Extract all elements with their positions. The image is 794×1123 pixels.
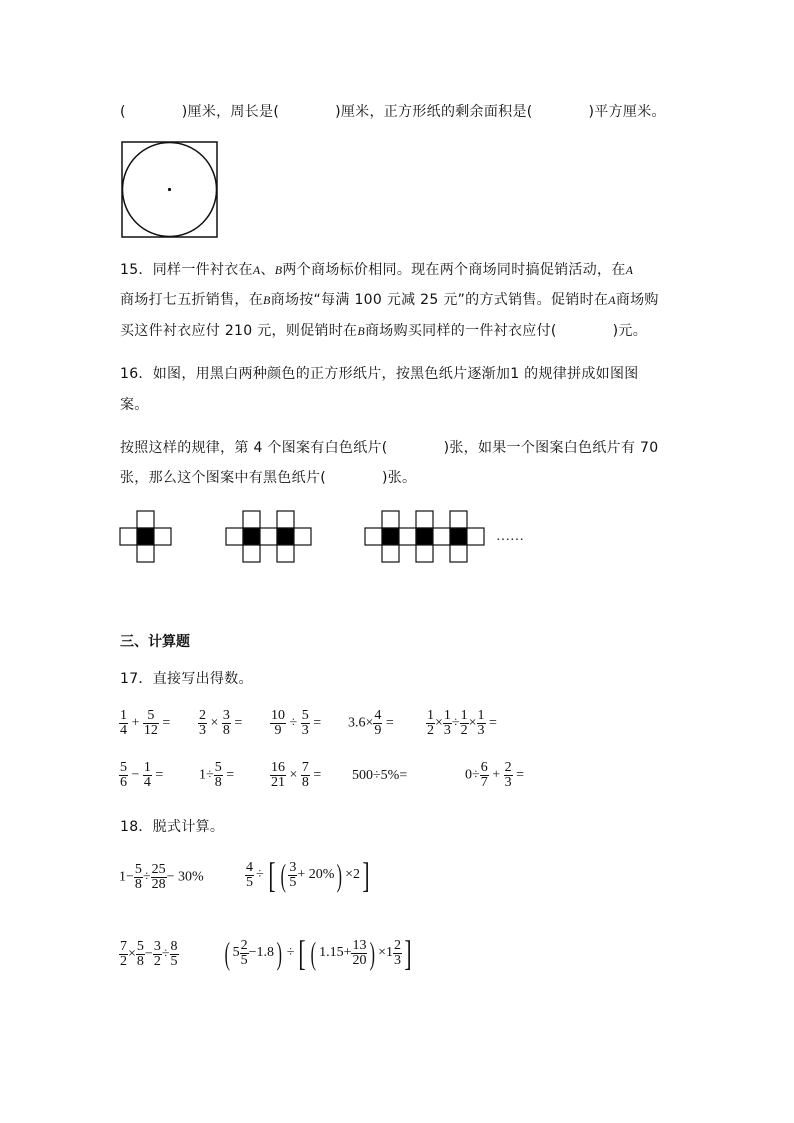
q17-title: 17．直接写出得数。 (120, 671, 253, 687)
white-tile (416, 545, 433, 562)
white-tile (154, 528, 171, 545)
text: 、 (260, 262, 275, 278)
q15-line-1 (120, 259, 633, 279)
white-tile (277, 545, 294, 562)
white-tile (226, 528, 243, 545)
q17-r1-e1: $\frac{1}{4}$ + $\frac{5}{12}$ = (120, 708, 171, 738)
black-tile (277, 528, 294, 545)
q16-line-2: 案。 (120, 397, 149, 413)
q16-line-3 (120, 437, 658, 457)
q14-answer-line (120, 101, 666, 121)
center-dot (168, 188, 171, 191)
label-b: B (357, 324, 365, 338)
pattern-1 (120, 511, 171, 562)
label-b: B (263, 293, 271, 307)
text: ( (120, 104, 126, 120)
q16-line-4 (120, 467, 416, 487)
q17-r2-e1: $\frac{5}{6}$ − $\frac{1}{4}$ = (120, 760, 164, 790)
q18-e2: $\frac{4}{5}$ ÷ [ ( $\frac{3}{5}$ + 20% ) ×2 ] (246, 855, 370, 895)
text: 商场购 (615, 292, 659, 308)
q17-r2-e2: 1÷ $\frac{5}{8}$ = (199, 760, 235, 790)
q17-r1-e5: $\frac{1}{2}$ × $\frac{1}{3}$ ÷ $\frac{1}{2}$ × $\frac{1}{3}$ = (427, 708, 497, 738)
black-tile (450, 528, 467, 545)
q15-line-3 (120, 320, 647, 340)
text: 买这件衬衣应付 210 元，则促销时在 (120, 323, 358, 339)
white-tile (416, 511, 433, 528)
text: )厘米，周长是( (181, 104, 280, 120)
q18-e1: 1− $\frac{5}{8}$ ÷ $\frac{25}{28}$ − 30% (119, 862, 204, 892)
text: )平方厘米。 (588, 104, 666, 120)
text: )张，如果一个图案白色纸片有 70 (443, 440, 659, 456)
q17-r2-e5: 0÷ $\frac{6}{7}$ + $\frac{2}{3}$ = (465, 760, 524, 790)
q17-r1-e4: 3.6× $\frac{4}{9}$ = (348, 708, 394, 738)
white-tile (137, 511, 154, 528)
text: 商场打七五折销售，在 (120, 292, 263, 308)
section-heading: 三、计算题 (120, 634, 190, 650)
text: )厘米，正方形纸的剩余面积是( (335, 104, 533, 120)
text: 15．同样一件衬衣在 (120, 262, 253, 278)
white-tile (382, 545, 399, 562)
white-tile (294, 528, 311, 545)
text: 两个商场标价相同。现在两个商场同时搞促销活动，在 (282, 262, 626, 278)
white-tile (137, 545, 154, 562)
black-tile (382, 528, 399, 545)
white-tile (399, 528, 416, 545)
text: )元。 (612, 323, 648, 339)
label-a: A (608, 293, 616, 307)
white-tile (467, 528, 484, 545)
white-tile (260, 528, 277, 545)
q17-r1-e3: $\frac{10}{9}$ ÷ $\frac{5}{3}$ = (271, 708, 322, 738)
white-tile (120, 528, 137, 545)
label-a: A (252, 263, 261, 277)
black-tile (137, 528, 154, 545)
white-tile (433, 528, 450, 545)
white-tile (382, 511, 399, 528)
white-tile (365, 528, 382, 545)
text: )张。 (381, 470, 417, 486)
white-tile (243, 545, 260, 562)
circle-in-square-figure (121, 141, 219, 239)
pattern-2 (226, 511, 311, 562)
q16-line-1: 16．如图，用黑白两种颜色的正方形纸片，按黑色纸片逐渐加1 的规律拼成如图图 (120, 366, 639, 382)
q18-e3: $\frac{7}{2}$ × $\frac{5}{8}$ − $\frac{3}{2}$ ÷ $\frac{8}{5}$ (120, 939, 178, 969)
q17-r1-e2: $\frac{2}{3}$ × $\frac{3}{8}$ = (199, 708, 243, 738)
text: 商场购买同样的一件衬衣应付( (364, 323, 557, 339)
text: 按照这样的规律，第 4 个图案有白色纸片( (120, 440, 388, 456)
q18-title: 18．脱式计算。 (120, 819, 225, 835)
q15-line-2 (120, 289, 659, 309)
black-tile (416, 528, 433, 545)
text: 商场按“每满 100 元减 25 元”的方式销售。促销时在 (270, 292, 609, 308)
ellipsis: …… (496, 529, 524, 544)
white-tile (243, 511, 260, 528)
black-tile (243, 528, 260, 545)
q18-e4: ( 5 $\frac{2}{5}$ −1.8 ) ÷ [ ( 1.15+ $\frac{13}{20}$ ) ×1 $\frac{2}{3}$ ] (224, 933, 412, 973)
label-a: A (625, 263, 634, 277)
tile-patterns (118, 510, 538, 566)
white-tile (277, 511, 294, 528)
text: 张，那么这个图案中有黑色纸片( (120, 470, 326, 486)
q17-r2-e4: 500÷5%= (352, 768, 408, 783)
white-tile (450, 511, 467, 528)
label-b: B (274, 263, 283, 277)
white-tile (450, 545, 467, 562)
q17-r2-e3: $\frac{16}{21}$ × $\frac{7}{8}$ = (271, 760, 322, 790)
pattern-3 (365, 511, 484, 562)
